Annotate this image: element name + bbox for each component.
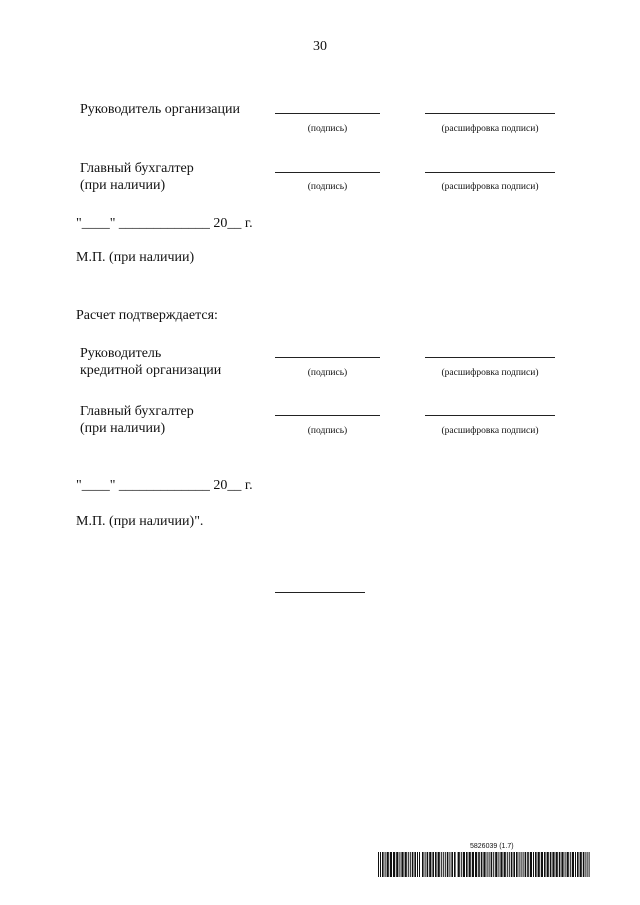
credit-accountant-label: Главный бухгалтер: [80, 404, 194, 419]
credit-accountant-signature-line: [275, 415, 380, 416]
credit-head-signature-line: [275, 357, 380, 358]
credit-head-decryption-caption: (расшифровка подписи): [441, 368, 539, 378]
credit-stamp-note: М.П. (при наличии)".: [76, 514, 204, 529]
accountant-decryption-caption: (расшифровка подписи): [441, 182, 539, 192]
accountant-label-note: (при наличии): [80, 178, 166, 193]
credit-head-signature-caption: (подпись): [307, 368, 348, 378]
credit-accountant-signature-caption: (подпись): [307, 426, 348, 436]
page-number: 30: [313, 39, 327, 54]
accountant-signature-line: [275, 172, 380, 173]
credit-head-label-org: кредитной организации: [80, 363, 222, 378]
end-divider: [275, 592, 365, 593]
credit-accountant-decryption-caption: (расшифровка подписи): [441, 426, 539, 436]
accountant-decryption-line: [425, 172, 555, 173]
head-label: Руководитель организации: [80, 102, 240, 117]
head-signature-line: [275, 113, 380, 114]
confirm-heading: Расчет подтверждается:: [76, 308, 218, 323]
credit-date-field: "____" _____________ 20__ г.: [76, 478, 253, 493]
credit-accountant-label-note: (при наличии): [80, 421, 166, 436]
head-decryption-caption: (расшифровка подписи): [441, 124, 539, 134]
head-decryption-line: [425, 113, 555, 114]
credit-head-decryption-line: [425, 357, 555, 358]
barcode-icon: [378, 852, 590, 877]
accountant-signature-caption: (подпись): [307, 182, 348, 192]
accountant-label: Главный бухгалтер: [80, 161, 194, 176]
credit-accountant-decryption-line: [425, 415, 555, 416]
barcode-number: 5826039 (1.7): [470, 843, 514, 850]
credit-head-label: Руководитель: [80, 346, 162, 361]
date-field: "____" _____________ 20__ г.: [76, 216, 253, 231]
head-signature-caption: (подпись): [307, 124, 348, 134]
stamp-note: М.П. (при наличии): [76, 250, 195, 265]
